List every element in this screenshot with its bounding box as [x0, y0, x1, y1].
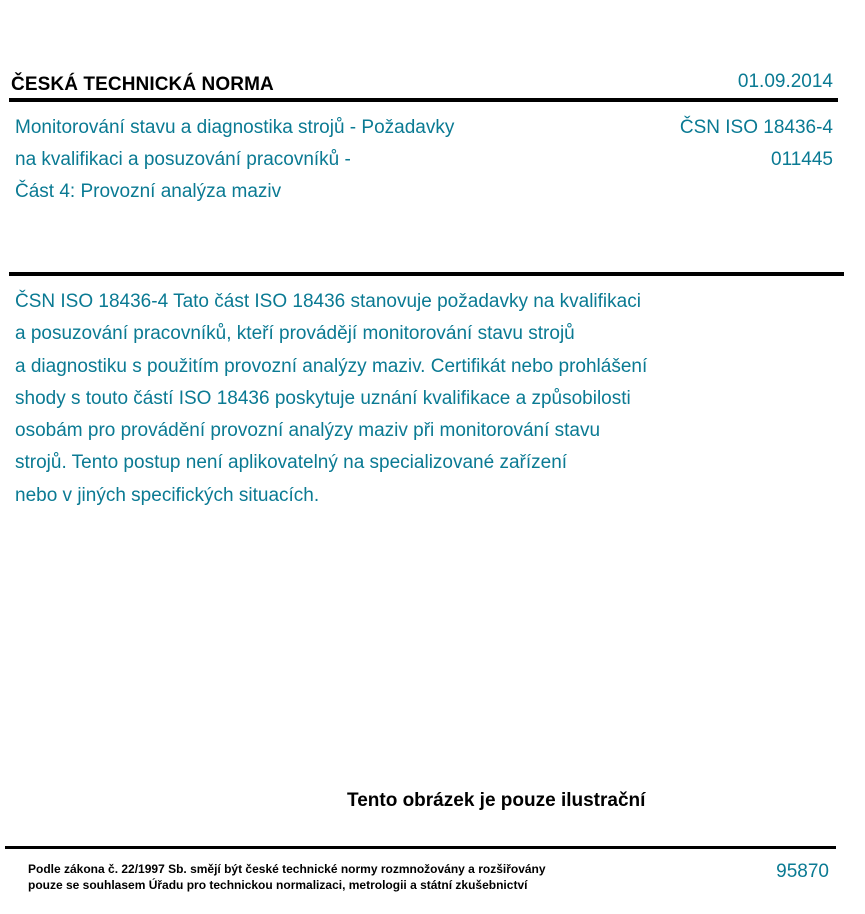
publication-date: 01.09.2014 — [737, 71, 833, 92]
standard-designation: ČSN ISO 18436-4 — [679, 117, 833, 138]
document-title — [15, 112, 454, 208]
abstract-line: strojů. Tento postup není aplikovatelný na specializované zařízení — [15, 452, 568, 474]
abstract-line: ČSN ISO 18436-4 Tato část ISO 18436 stanovuje požadavky na kvalifikaci — [15, 291, 641, 312]
document-title-line: Část 4: Provozní analýza maziv — [15, 181, 282, 202]
norm-title: ČESKÁ TECHNICKÁ NORMA — [11, 74, 274, 95]
classification-number: 011445 — [771, 149, 833, 170]
abstract — [15, 286, 647, 512]
illustration-note: Tento obrázek je pouze ilustrační — [347, 790, 646, 811]
document-title-line: Monitorování stavu a diagnostika strojů - Požadavky — [15, 117, 455, 138]
abstract-line: osobám pro provádění provozní analýzy maziv při monitorování stavu — [15, 420, 601, 442]
document-title-line: na kvalifikaci a posuzování pracovníků - — [15, 149, 351, 170]
document-identifiers — [680, 112, 833, 176]
abstract-line: shody s touto částí ISO 18436 poskytuje uznání kvalifikace a způsobilosti — [15, 387, 631, 409]
legal-notice-line: Podle zákona č. 22/1997 Sb. smějí být české technické normy rozmnožovány a rozšiřovány — [28, 862, 546, 876]
catalog-number: 95870 — [776, 861, 829, 882]
abstract-line: a diagnostiku s použitím provozní analýzy maziv. Certifikát nebo prohlášení — [15, 355, 648, 377]
title-divider — [9, 272, 844, 276]
footer-divider — [5, 846, 836, 849]
abstract-line: a posuzování pracovníků, kteří provádějí monitorování stavu strojů — [15, 323, 575, 345]
legal-notice — [28, 861, 546, 893]
abstract-line: nebo v jiných specifických situacích. — [15, 484, 320, 506]
header-divider — [9, 98, 838, 102]
legal-notice-line: pouze se souhlasem Úřadu pro technickou normalizaci, metrologii a státní zkušebnictví — [28, 878, 528, 892]
